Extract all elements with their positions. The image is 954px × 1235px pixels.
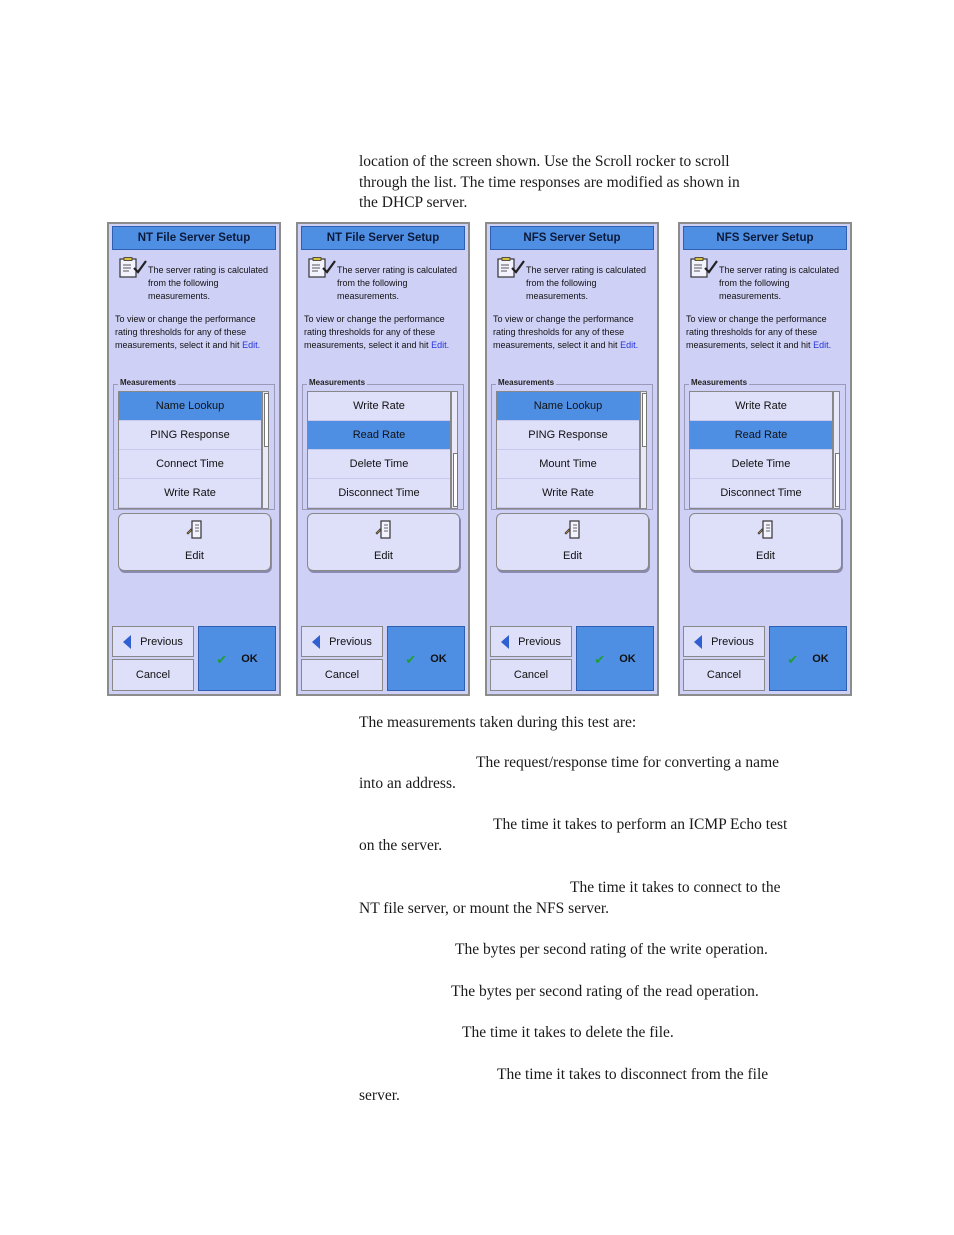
- edit-button[interactable]: [496, 513, 649, 571]
- list-scrollbar[interactable]: [262, 391, 269, 509]
- measurement-item[interactable]: PING Response: [497, 421, 639, 450]
- info-text: [115, 264, 273, 352]
- name-lookup-text: The request/response time for converting a name: [476, 754, 779, 771]
- measurement-item[interactable]: Write Rate: [497, 479, 639, 508]
- scroll-thumb[interactable]: [835, 453, 840, 507]
- panel-title: [112, 226, 276, 250]
- chevron-left-icon: [501, 635, 509, 649]
- ok-button[interactable]: [576, 626, 654, 691]
- edit-button[interactable]: [307, 513, 460, 571]
- chevron-left-icon: [312, 635, 320, 649]
- connect-text: The time it takes to connect to the: [570, 879, 781, 896]
- previous-button[interactable]: [112, 626, 194, 657]
- edit-link[interactable]: Edit.: [431, 340, 450, 350]
- edit-button-label: Edit: [756, 550, 775, 562]
- info-lead: The server rating is calculated from the following measurements.: [337, 265, 458, 301]
- info-text: [304, 264, 462, 352]
- measurement-item[interactable]: Connect Time: [119, 450, 261, 479]
- edit-button-label: Edit: [185, 550, 204, 562]
- ok-label: OK: [430, 652, 447, 665]
- panel-title: [490, 226, 654, 250]
- ok-button[interactable]: [769, 626, 847, 691]
- panel-title: [683, 226, 847, 250]
- measurement-item[interactable]: Write Rate: [119, 479, 261, 508]
- measurement-item[interactable]: Write Rate: [690, 392, 832, 421]
- checkmark-icon: ✔: [405, 651, 417, 667]
- previous-label: Previous: [711, 635, 754, 648]
- measurements-heading: The measurements taken during this test are:: [359, 714, 637, 731]
- ok-label: OK: [812, 652, 829, 665]
- disconnect-description-cont: server.: [359, 1087, 400, 1104]
- disconnect-text: The time it takes to disconnect from the file: [497, 1066, 769, 1083]
- checkmark-icon: ✔: [594, 651, 606, 667]
- previous-button[interactable]: [683, 626, 765, 657]
- panel-title-text: NT File Server Setup: [137, 232, 251, 244]
- server-setup-panel: [296, 222, 470, 696]
- measurements-label: Measurements: [498, 378, 555, 387]
- name-lookup-description: [359, 752, 853, 773]
- info-lead: The server rating is calculated from the following measurements.: [148, 265, 269, 301]
- measurements-label: Measurements: [691, 378, 748, 387]
- measurement-item[interactable]: PING Response: [119, 421, 261, 450]
- measurements-list: [496, 391, 640, 509]
- edit-pencil-icon: [564, 519, 582, 541]
- panel-title-text: NFS Server Setup: [716, 232, 814, 244]
- delete-description: [359, 1022, 853, 1043]
- measurement-item[interactable]: Delete Time: [690, 450, 832, 479]
- write-description: [359, 939, 853, 960]
- read-text: The bytes per second rating of the read operation.: [451, 983, 759, 1000]
- info-text: [686, 264, 844, 352]
- chevron-left-icon: [694, 635, 702, 649]
- chevron-left-icon: [123, 635, 131, 649]
- previous-button[interactable]: [301, 626, 383, 657]
- checkmark-icon: ✔: [216, 651, 228, 667]
- scroll-thumb[interactable]: [264, 393, 269, 447]
- cancel-button[interactable]: [301, 659, 383, 691]
- list-scrollbar[interactable]: [640, 391, 647, 509]
- edit-button-label: Edit: [563, 550, 582, 562]
- measurement-item[interactable]: Mount Time: [497, 450, 639, 479]
- server-setup-panel: [107, 222, 281, 696]
- cancel-label: Cancel: [324, 669, 360, 681]
- intro-line: location of the screen shown. Use the Scroll rocker to scroll: [359, 153, 730, 170]
- measurement-item[interactable]: Write Rate: [308, 392, 450, 421]
- list-scrollbar[interactable]: [833, 391, 840, 509]
- previous-label: Previous: [329, 635, 372, 648]
- disconnect-description: [359, 1064, 853, 1085]
- ping-description-cont: on the server.: [359, 837, 443, 854]
- previous-label: Previous: [140, 635, 183, 648]
- edit-link[interactable]: Edit.: [242, 340, 261, 350]
- measurements-list: [118, 391, 262, 509]
- write-text: The bytes per second rating of the write operation.: [455, 941, 768, 958]
- info-desc: To view or change the performance rating thresholds for any of these measurements, select it and hit Edit.: [686, 314, 832, 350]
- measurement-item[interactable]: Delete Time: [308, 450, 450, 479]
- measurement-item[interactable]: Read Rate: [690, 421, 832, 450]
- read-description: [359, 981, 853, 1002]
- edit-pencil-icon: [186, 519, 204, 541]
- edit-button-label: Edit: [374, 550, 393, 562]
- info-desc: To view or change the performance rating thresholds for any of these measurements, select it and hit Edit.: [304, 314, 450, 350]
- delete-text: The time it takes to delete the file.: [462, 1024, 674, 1041]
- info-lead: The server rating is calculated from the following measurements.: [526, 265, 647, 301]
- panel-title-text: NFS Server Setup: [523, 232, 621, 244]
- info-text: [493, 264, 651, 352]
- cancel-button[interactable]: [683, 659, 765, 691]
- measurements-label: Measurements: [309, 378, 366, 387]
- edit-button[interactable]: [118, 513, 271, 571]
- edit-link[interactable]: Edit.: [813, 340, 832, 350]
- cancel-label: Cancel: [706, 669, 742, 681]
- checkmark-icon: ✔: [787, 651, 799, 667]
- edit-button[interactable]: [689, 513, 842, 571]
- previous-label: Previous: [518, 635, 561, 648]
- ping-text: The time it takes to perform an ICMP Echo test: [493, 816, 788, 833]
- info-lead: The server rating is calculated from the following measurements.: [719, 265, 840, 301]
- edit-pencil-icon: [375, 519, 393, 541]
- measurement-item[interactable]: Name Lookup: [497, 392, 639, 421]
- cancel-button[interactable]: [490, 659, 572, 691]
- ok-button[interactable]: [198, 626, 276, 691]
- panel-title: [301, 226, 465, 250]
- measurement-item[interactable]: Disconnect Time: [308, 479, 450, 508]
- measurements-list: [689, 391, 833, 509]
- ok-button[interactable]: [387, 626, 465, 691]
- cancel-button[interactable]: [112, 659, 194, 691]
- edit-link[interactable]: Edit.: [620, 340, 639, 350]
- measurement-item[interactable]: Read Rate: [308, 421, 450, 450]
- connect-description-cont: NT file server, or mount the NFS server.: [359, 900, 610, 917]
- previous-button[interactable]: [490, 626, 572, 657]
- cancel-label: Cancel: [135, 669, 171, 681]
- ok-label: OK: [241, 652, 258, 665]
- connect-description: [359, 877, 853, 898]
- info-desc: To view or change the performance rating thresholds for any of these measurements, select it and hit Edit.: [493, 314, 639, 350]
- measurements-list: [307, 391, 451, 509]
- list-scrollbar[interactable]: [451, 391, 458, 509]
- intro-line: through the list. The time responses are modified as shown in: [359, 173, 740, 191]
- server-setup-panel: [485, 222, 659, 696]
- intro-line: the DHCP server.: [359, 194, 468, 211]
- measurement-item[interactable]: Name Lookup: [119, 392, 261, 421]
- intro-paragraph: [359, 152, 859, 214]
- server-setup-panel: [678, 222, 852, 696]
- ping-description: [359, 814, 853, 835]
- measurements-label: Measurements: [120, 378, 177, 387]
- panel-title-text: NT File Server Setup: [326, 232, 440, 244]
- scroll-thumb[interactable]: [453, 453, 458, 507]
- ok-label: OK: [619, 652, 636, 665]
- scroll-thumb[interactable]: [642, 393, 647, 447]
- measurement-item[interactable]: Disconnect Time: [690, 479, 832, 508]
- edit-pencil-icon: [757, 519, 775, 541]
- info-desc: To view or change the performance rating thresholds for any of these measurements, select it and hit Edit.: [115, 314, 261, 350]
- name-lookup-description-cont: into an address.: [359, 775, 456, 792]
- cancel-label: Cancel: [513, 669, 549, 681]
